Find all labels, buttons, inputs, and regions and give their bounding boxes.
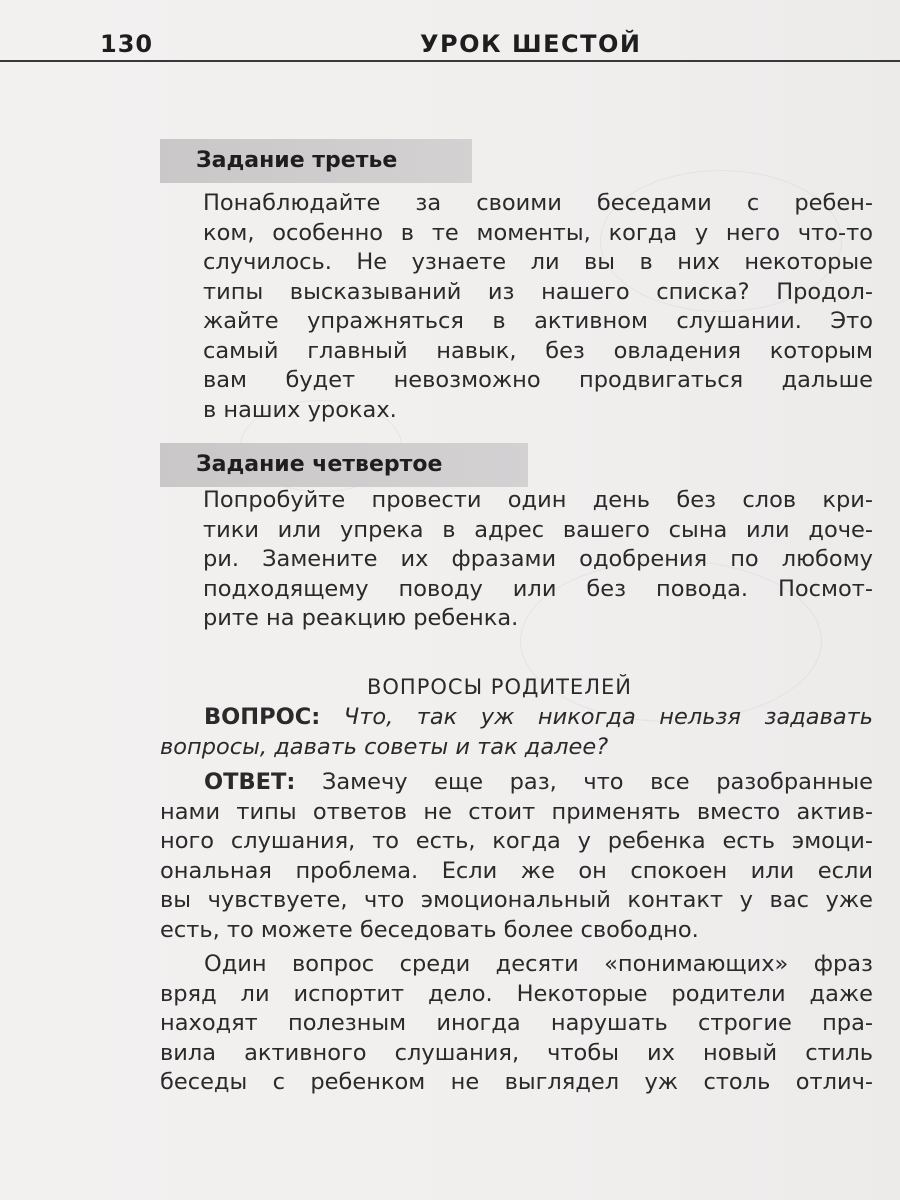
answer-line: ональная проблема. Если же он спокоен или если [160, 857, 873, 884]
questions-answers [160, 703, 873, 1098]
question-text: Что, так уж никогда нельзя задавать [343, 704, 873, 730]
answer-text: Замечу еще раз, что все разобранные [321, 769, 873, 795]
answer-line: есть, то можете беседовать более свободно. [160, 916, 699, 943]
answer-line [160, 768, 873, 798]
paragraph-line: вряд ли испортит дело. Некоторые родители даже [160, 980, 873, 1007]
page-header [0, 0, 900, 62]
answer-line: нами типы ответов не стоит применять вместо актив- [160, 798, 873, 825]
paragraph-line: вила активного слушания, чтобы их новый стиль [160, 1039, 873, 1066]
task-four-text [203, 486, 873, 634]
text-line: Попробуйте провести один день без слов кри- [203, 487, 873, 513]
paragraph-line: находят полезным иногда нарушать строгие пра- [160, 1010, 873, 1036]
text-line: ри. Замените их фразами одобрения по любому [203, 546, 873, 572]
question-line: вопросы, давать советы и так далее? [160, 733, 609, 760]
answer-line: вы чувствуете, что эмоциональный контакт у вас уже [160, 887, 873, 913]
page-number: 130 [100, 30, 154, 58]
text-line: типы высказываний из нашего списка? Продол- [203, 278, 873, 305]
question-line [160, 703, 873, 733]
task-three-heading: Задание третье [160, 139, 472, 183]
answer-line: ного слушания, то есть, когда у ребенка есть эмоци- [160, 828, 873, 854]
text-line: ком, особенно в те моменты, когда у него что-то [203, 219, 873, 246]
text-line: рите на реакцию ребенка. [203, 605, 519, 631]
paragraph-line: беседы с ребенком не выглядел уж столь отлич- [160, 1069, 873, 1095]
text-line: тики или упрека в адрес вашего сына или доче- [203, 516, 873, 543]
running-head: УРОК ШЕСТОЙ [420, 30, 642, 58]
paragraph-line: Один вопрос среди десяти «понимающих» фраз [204, 951, 873, 977]
text-line: вам будет невозможно продвигаться дальше [203, 367, 873, 393]
header-rule [0, 60, 900, 62]
text-line: Понаблюдайте за своими беседами с ребен- [203, 190, 873, 216]
text-line: случилось. Не узнаете ли вы в них некоторые [203, 249, 873, 275]
answer-label: ОТВЕТ: [204, 769, 296, 795]
text-line: жайте упражняться в активном слушании. Это [203, 308, 873, 334]
parents-questions-title: ВОПРОСЫ РОДИТЕЛЕЙ [367, 675, 632, 699]
question-label: ВОПРОС: [204, 704, 321, 730]
text-line: подходящему поводу или без повода. Посмот- [203, 575, 873, 602]
text-line: самый главный навык, без овладения которым [203, 337, 873, 364]
text-line: в наших уроках. [203, 396, 397, 423]
task-three-text [203, 189, 873, 425]
task-four-heading: Задание четвертое [160, 443, 528, 487]
